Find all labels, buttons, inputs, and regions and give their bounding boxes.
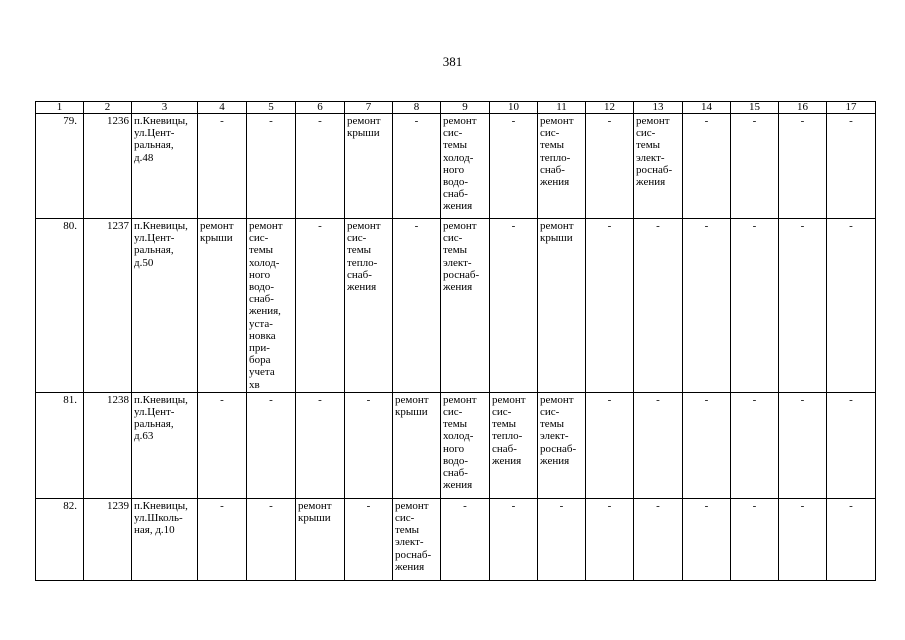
work-cell: ремонт крыши — [198, 219, 247, 393]
page-number: 381 — [442, 54, 463, 69]
work-cell: ремонт сис- темы элект- роснаб- жения — [538, 392, 586, 498]
work-cell: - — [538, 498, 586, 580]
work-cell: ремонт крыши — [393, 392, 441, 498]
work-cell: - — [827, 498, 876, 580]
row-number-cell: 81. — [36, 392, 84, 498]
work-cell: - — [441, 498, 490, 580]
work-cell: - — [198, 392, 247, 498]
work-cell: ремонт крыши — [296, 498, 345, 580]
work-cell: - — [779, 219, 827, 393]
work-cell: - — [198, 114, 247, 219]
column-header: 17 — [827, 102, 876, 114]
table-row — [36, 498, 876, 580]
work-cell: - — [634, 392, 683, 498]
work-cell: - — [247, 498, 296, 580]
work-cell: - — [827, 219, 876, 393]
building-id-cell: 1239 — [84, 498, 132, 580]
work-cell: - — [779, 114, 827, 219]
address-cell: п.Кневицы, ул.Цент- ральная, д.48 — [132, 114, 198, 219]
work-cell: - — [490, 219, 538, 393]
repair-schedule-table — [35, 101, 876, 581]
row-number-cell: 80. — [36, 219, 84, 393]
work-cell: - — [683, 498, 731, 580]
work-cell: - — [586, 498, 634, 580]
work-cell: ремонт сис- темы элект- роснаб- жения — [441, 219, 490, 393]
work-cell: - — [393, 114, 441, 219]
column-header: 14 — [683, 102, 731, 114]
work-cell: ремонт крыши — [345, 114, 393, 219]
work-cell: - — [586, 392, 634, 498]
work-cell: - — [634, 498, 683, 580]
column-header: 5 — [247, 102, 296, 114]
work-cell: - — [296, 392, 345, 498]
column-header: 2 — [84, 102, 132, 114]
column-header: 6 — [296, 102, 345, 114]
building-id-cell: 1237 — [84, 219, 132, 393]
work-cell: - — [247, 392, 296, 498]
work-cell: - — [827, 392, 876, 498]
work-cell: ремонт сис- темы элект- роснаб- жения — [634, 114, 683, 219]
column-header: 7 — [345, 102, 393, 114]
work-cell: ремонт крыши — [538, 219, 586, 393]
work-cell: - — [586, 219, 634, 393]
work-cell: ремонт сис- темы холод- ного водо- снаб- жения — [441, 114, 490, 219]
table-row — [36, 392, 876, 498]
address-cell: п.Кневицы, ул.Цент- ральная, д.50 — [132, 219, 198, 393]
column-header: 12 — [586, 102, 634, 114]
work-cell: - — [779, 498, 827, 580]
work-cell: - — [345, 498, 393, 580]
column-header: 9 — [441, 102, 490, 114]
work-cell: ремонт сис- темы тепло- снаб- жения — [345, 219, 393, 393]
work-cell: - — [779, 392, 827, 498]
table-row — [36, 114, 876, 219]
work-cell: - — [490, 498, 538, 580]
work-cell: - — [683, 114, 731, 219]
work-cell: - — [683, 219, 731, 393]
work-cell: ремонт сис- темы холод- ного водо- снаб- жения, уста- новка при- бора учета хв — [247, 219, 296, 393]
table-row — [36, 219, 876, 393]
work-cell: - — [731, 219, 779, 393]
work-cell: - — [393, 219, 441, 393]
work-cell: - — [731, 498, 779, 580]
work-cell: ремонт сис- темы тепло- снаб- жения — [490, 392, 538, 498]
column-header: 16 — [779, 102, 827, 114]
column-header: 8 — [393, 102, 441, 114]
work-cell: - — [586, 114, 634, 219]
work-cell: ремонт сис- темы тепло- снаб- жения — [538, 114, 586, 219]
building-id-cell: 1236 — [84, 114, 132, 219]
column-header: 10 — [490, 102, 538, 114]
address-cell: п.Кневицы, ул.Школь- ная, д.10 — [132, 498, 198, 580]
work-cell: - — [490, 114, 538, 219]
header-row — [36, 102, 876, 114]
work-cell: - — [683, 392, 731, 498]
address-cell: п.Кневицы, ул.Цент- ральная, д.63 — [132, 392, 198, 498]
column-header: 13 — [634, 102, 683, 114]
building-id-cell: 1238 — [84, 392, 132, 498]
work-cell: - — [296, 114, 345, 219]
row-number-cell: 79. — [36, 114, 84, 219]
work-cell: - — [634, 219, 683, 393]
work-cell: ремонт сис- темы элект- роснаб- жения — [393, 498, 441, 580]
work-cell: - — [296, 219, 345, 393]
column-header: 3 — [132, 102, 198, 114]
column-header: 1 — [36, 102, 84, 114]
column-header: 4 — [198, 102, 247, 114]
row-number-cell: 82. — [36, 498, 84, 580]
work-cell: - — [345, 392, 393, 498]
work-cell: ремонт сис- темы холод- ного водо- снаб- жения — [441, 392, 490, 498]
column-header: 15 — [731, 102, 779, 114]
work-cell: - — [198, 498, 247, 580]
work-cell: - — [731, 114, 779, 219]
work-cell: - — [827, 114, 876, 219]
work-cell: - — [247, 114, 296, 219]
work-cell: - — [731, 392, 779, 498]
column-header: 11 — [538, 102, 586, 114]
